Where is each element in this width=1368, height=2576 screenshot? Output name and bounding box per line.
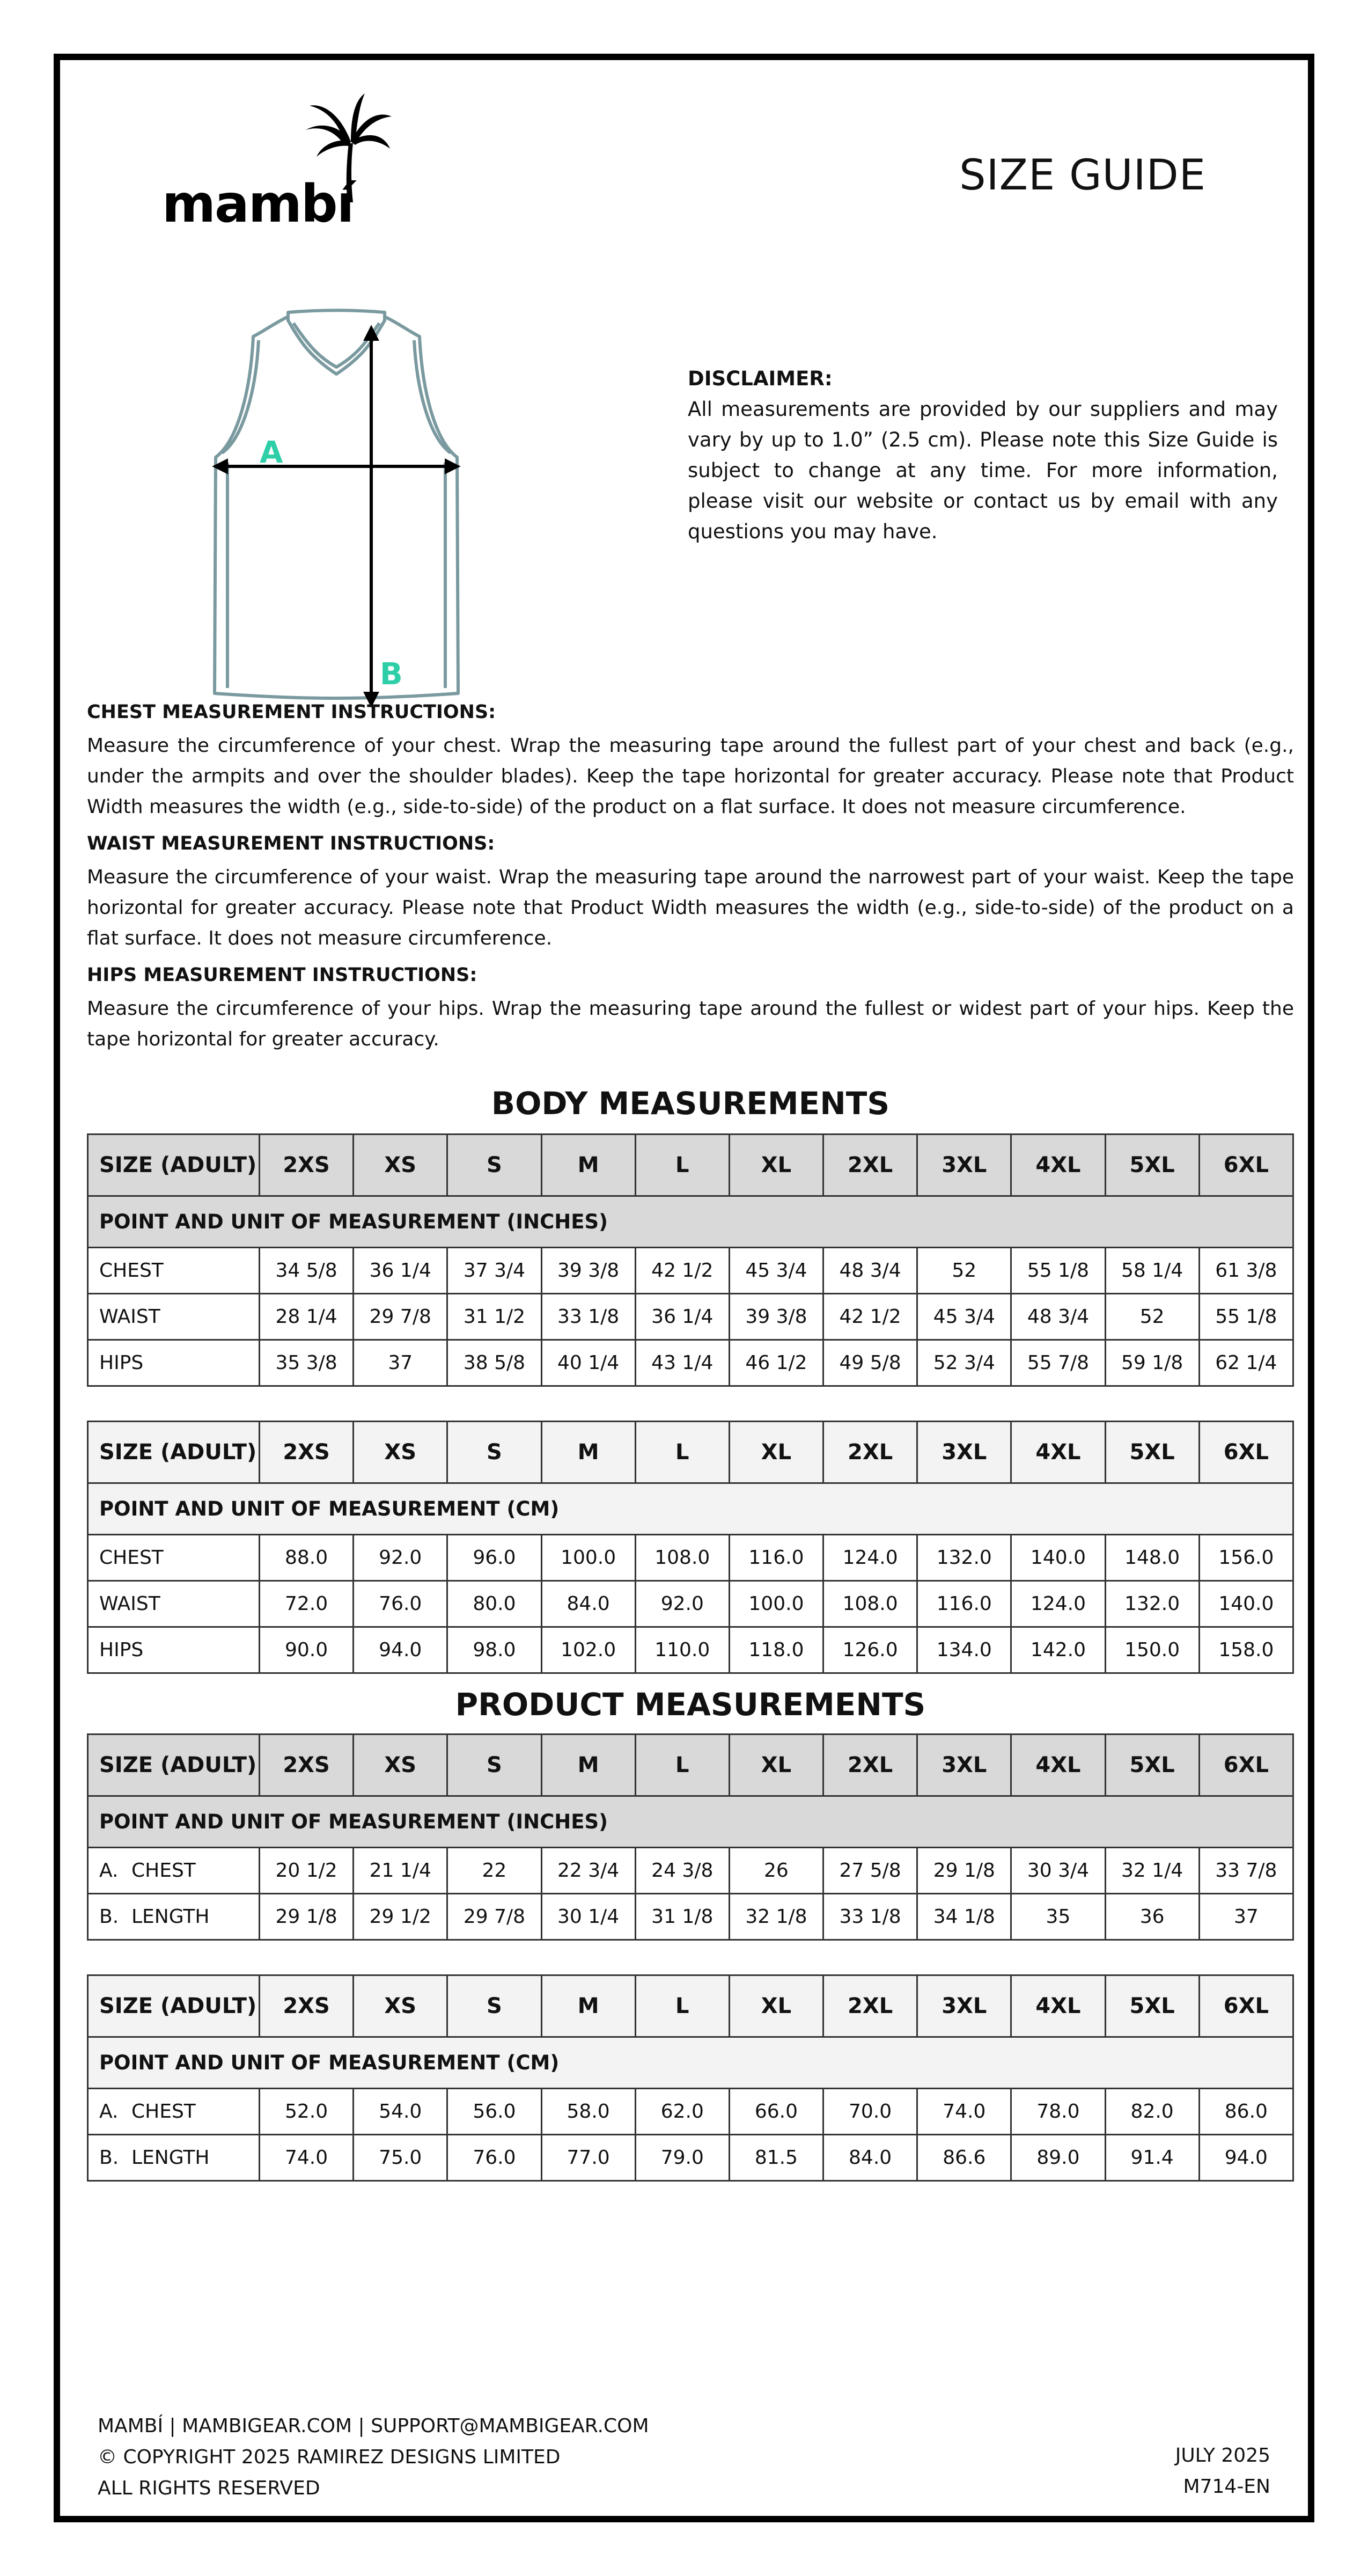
size-column-header: 5XL (1105, 1975, 1199, 2037)
size-column-header: 4XL (1011, 1135, 1105, 1196)
size-column-header: 5XL (1105, 1422, 1199, 1483)
instruction-heading: CHEST MEASUREMENT INSTRUCTIONS: (87, 701, 496, 723)
measurement-value: 84.0 (541, 1581, 635, 1627)
size-header-row (88, 1135, 1293, 1196)
unit-row (88, 2037, 1293, 2089)
measurement-value: 33 1/8 (541, 1294, 635, 1340)
measurement-value: 142.0 (1011, 1627, 1105, 1673)
measurement-value: 140.0 (1011, 1535, 1105, 1581)
measurement-value: 96.0 (447, 1535, 541, 1581)
size-column-header: 2XL (823, 1735, 917, 1796)
measurement-value: 35 (1011, 1894, 1105, 1940)
measurement-name: WAIST (99, 1306, 160, 1328)
unit-row (88, 1796, 1293, 1848)
footer-copyright: © COPYRIGHT 2025 RAMIREZ DESIGNS LIMITED (98, 2446, 561, 2468)
size-column-header: M (541, 1975, 635, 2037)
measurement-value: 33 7/8 (1199, 1848, 1293, 1894)
measurement-value: 118.0 (729, 1627, 823, 1673)
measurement-label (88, 2089, 260, 2135)
measurement-value: 82.0 (1105, 2089, 1199, 2135)
size-column-header: M (541, 1422, 635, 1483)
measurement-value: 32 1/8 (729, 1894, 823, 1940)
measurement-value: 32 1/4 (1105, 1848, 1199, 1894)
measurement-name: CHEST (131, 2101, 196, 2123)
measurement-value: 70.0 (823, 2089, 917, 2135)
measurement-value: 62.0 (635, 2089, 729, 2135)
measurement-value: 22 3/4 (541, 1848, 635, 1894)
measurement-value: 29 7/8 (354, 1294, 447, 1340)
measurement-value: 72.0 (260, 1581, 354, 1627)
measurement-value: 38 5/8 (447, 1340, 541, 1386)
measurement-value: 59 1/8 (1105, 1340, 1199, 1386)
measurement-value: 29 7/8 (447, 1894, 541, 1940)
measurement-value: 52 (1105, 1294, 1199, 1340)
table-row (88, 1535, 1293, 1581)
measurement-value: 48 3/4 (1011, 1294, 1105, 1340)
measurement-name: LENGTH (131, 2147, 210, 2169)
size-column-header: 6XL (1199, 1735, 1293, 1796)
measurement-value: 33 1/8 (823, 1894, 917, 1940)
measurement-value: 81.5 (729, 2135, 823, 2181)
size-column-header: 5XL (1105, 1735, 1199, 1796)
size-column-header: XL (729, 1135, 823, 1196)
disclaimer-text: All measurements are provided by our suppliers and may vary by up to 1.0” (2.5 cm). Please note this Size Guide is subject to change at any time. For more information, please visit our website or contact us by email with any questions you may have. (688, 398, 1278, 543)
table-row (88, 1581, 1293, 1627)
measurement-value: 134.0 (917, 1627, 1011, 1673)
measurement-value: 80.0 (447, 1581, 541, 1627)
measurement-value: 20 1/2 (260, 1848, 354, 1894)
measurement-value: 148.0 (1105, 1535, 1199, 1581)
size-header-row (88, 1735, 1293, 1796)
size-column-header: XL (729, 1735, 823, 1796)
measurement-value: 88.0 (260, 1535, 354, 1581)
size-column-header: 3XL (917, 1422, 1011, 1483)
body-measurements-cm-table (87, 1421, 1294, 1674)
size-column-header: 2XL (823, 1422, 917, 1483)
measurement-value: 28 1/4 (260, 1294, 354, 1340)
measurement-value: 55 1/8 (1011, 1248, 1105, 1294)
measurement-value: 36 1/4 (635, 1294, 729, 1340)
measurement-value: 27 5/8 (823, 1848, 917, 1894)
size-column-header: M (541, 1135, 635, 1196)
table-row (88, 2135, 1293, 2181)
footer-info (98, 2411, 649, 2504)
measurement-value: 98.0 (447, 1627, 541, 1673)
measurement-name: CHEST (131, 1860, 196, 1882)
measurement-value: 156.0 (1199, 1535, 1293, 1581)
measurement-value: 74.0 (260, 2135, 354, 2181)
measurement-value: 35 3/8 (260, 1340, 354, 1386)
measurement-value: 40 1/4 (541, 1340, 635, 1386)
size-column-header: XS (354, 1422, 447, 1483)
size-header-label: SIZE (ADULT) (88, 1422, 260, 1483)
size-column-header: S (447, 1975, 541, 2037)
measurement-value: 34 5/8 (260, 1248, 354, 1294)
measurement-value: 55 7/8 (1011, 1340, 1105, 1386)
size-column-header: 2XS (260, 1135, 354, 1196)
measurement-value: 61 3/8 (1199, 1248, 1293, 1294)
hips-instructions (87, 964, 1294, 1055)
measurement-value: 92.0 (635, 1581, 729, 1627)
measurement-value: 102.0 (541, 1627, 635, 1673)
table-row (88, 1294, 1293, 1340)
size-column-header: L (635, 1975, 729, 2037)
table-row (88, 2089, 1293, 2135)
product-measurements-cm-table (87, 1974, 1294, 2182)
measurement-name: HIPS (99, 1352, 144, 1374)
logo-wordmark: mambí (162, 174, 354, 234)
unit-label: POINT AND UNIT OF MEASUREMENT (INCHES) (88, 1796, 1293, 1848)
measurement-value: 37 (354, 1340, 447, 1386)
measurement-value: 45 3/4 (729, 1248, 823, 1294)
measurement-value: 76.0 (447, 2135, 541, 2181)
measurement-value: 108.0 (823, 1581, 917, 1627)
measurement-value: 89.0 (1011, 2135, 1105, 2181)
measurement-value: 45 3/4 (917, 1294, 1011, 1340)
measurement-value: 58.0 (541, 2089, 635, 2135)
measurement-label (88, 1848, 260, 1894)
unit-label: POINT AND UNIT OF MEASUREMENT (INCHES) (88, 1196, 1293, 1248)
measurement-value: 100.0 (729, 1581, 823, 1627)
measurement-value: 100.0 (541, 1535, 635, 1581)
measurement-value: 36 1/4 (354, 1248, 447, 1294)
measurement-value: 150.0 (1105, 1627, 1199, 1673)
disclaimer-heading: DISCLAIMER: (688, 367, 833, 390)
product-measurements-title: PRODUCT MEASUREMENTS (455, 1686, 926, 1723)
measurement-value: 90.0 (260, 1627, 354, 1673)
measurement-value: 42 1/2 (823, 1294, 917, 1340)
table-row (88, 1627, 1293, 1673)
size-header-row (88, 1422, 1293, 1483)
measurement-value: 26 (729, 1848, 823, 1894)
instruction-heading: HIPS MEASUREMENT INSTRUCTIONS: (87, 964, 477, 986)
measurement-name: CHEST (99, 1547, 164, 1569)
table-row (88, 1248, 1293, 1294)
measurement-label (88, 2135, 260, 2181)
diagram-label-b: B (380, 657, 403, 692)
measurement-value: 92.0 (354, 1535, 447, 1581)
measurement-value: 30 3/4 (1011, 1848, 1105, 1894)
table-row (88, 1894, 1293, 1940)
waist-instructions (87, 833, 1294, 954)
measurement-value: 76.0 (354, 1581, 447, 1627)
measurement-value: 75.0 (354, 2135, 447, 2181)
measurement-label (88, 1535, 260, 1581)
instruction-text: Measure the circumference of your hips. Wrap the measuring tape around the fullest or widest part of your hips. Keep the tape horizontal for greater accuracy. (87, 998, 1294, 1050)
size-header-label: SIZE (ADULT) (88, 1975, 260, 2037)
measurement-value: 94.0 (354, 1627, 447, 1673)
measurement-value: 22 (447, 1848, 541, 1894)
measurement-name: CHEST (99, 1260, 164, 1282)
size-column-header: M (541, 1735, 635, 1796)
instruction-text: Measure the circumference of your chest. Wrap the measuring tape around the fullest part of your chest and back (e.g., under the armpits and over the shoulder blades). Keep the tape horizontal for greater accuracy. Please note that Product Width measures the width (e.g., side-to-side) of the product on a flat surface. It does not measure circumference. (87, 735, 1294, 818)
measurement-value: 31 1/8 (635, 1894, 729, 1940)
measurement-value: 77.0 (541, 2135, 635, 2181)
measurement-value: 78.0 (1011, 2089, 1105, 2135)
measurement-value: 74.0 (917, 2089, 1011, 2135)
table-row (88, 1848, 1293, 1894)
size-column-header: L (635, 1135, 729, 1196)
measurement-name: LENGTH (131, 1906, 210, 1928)
measurement-value: 79.0 (635, 2135, 729, 2181)
footer-date: JULY 2025 (1175, 2445, 1270, 2467)
measurement-value: 55 1/8 (1199, 1294, 1293, 1340)
unit-label: POINT AND UNIT OF MEASUREMENT (CM) (88, 2037, 1293, 2089)
measurement-instructions (87, 701, 1294, 1055)
size-column-header: 6XL (1199, 1135, 1293, 1196)
measurement-value: 31 1/2 (447, 1294, 541, 1340)
size-column-header: 6XL (1199, 1422, 1293, 1483)
measurement-value: 116.0 (729, 1535, 823, 1581)
size-column-header: 4XL (1011, 1735, 1105, 1796)
chest-instructions (87, 701, 1294, 822)
measurement-value: 52 3/4 (917, 1340, 1011, 1386)
measurement-value: 132.0 (1105, 1581, 1199, 1627)
measurement-value: 108.0 (635, 1535, 729, 1581)
measurement-point: A. (99, 2101, 119, 2123)
measurement-value: 39 3/8 (541, 1248, 635, 1294)
measurement-value: 124.0 (823, 1535, 917, 1581)
measurement-label (88, 1627, 260, 1673)
disclaimer (688, 363, 1278, 547)
tank-top-diagram (183, 253, 532, 720)
measurement-point: B. (99, 2147, 119, 2169)
footer-doc-code: M714-EN (1183, 2476, 1270, 2498)
size-header-label: SIZE (ADULT) (88, 1135, 260, 1196)
unit-label: POINT AND UNIT OF MEASUREMENT (CM) (88, 1483, 1293, 1535)
measurement-value: 49 5/8 (823, 1340, 917, 1386)
measurement-point: A. (99, 1860, 119, 1882)
measurement-value: 21 1/4 (354, 1848, 447, 1894)
footer-contact: MAMBÍ | MAMBIGEAR.COM | SUPPORT@MAMBIGEAR.COM (98, 2415, 649, 2437)
measurement-point: B. (99, 1906, 119, 1928)
measurement-value: 46 1/2 (729, 1340, 823, 1386)
measurement-value: 158.0 (1199, 1627, 1293, 1673)
measurement-value: 86.0 (1199, 2089, 1293, 2135)
measurement-value: 86.6 (917, 2135, 1011, 2181)
measurement-value: 52 (917, 1248, 1011, 1294)
measurement-value: 37 (1199, 1894, 1293, 1940)
size-column-header: S (447, 1735, 541, 1796)
size-column-header: 3XL (917, 1135, 1011, 1196)
unit-row (88, 1196, 1293, 1248)
size-column-header: 2XS (260, 1975, 354, 2037)
measurement-value: 34 1/8 (917, 1894, 1011, 1940)
measurement-value: 29 1/2 (354, 1894, 447, 1940)
brand-logo (162, 92, 398, 232)
measurement-value: 110.0 (635, 1627, 729, 1673)
size-column-header: 3XL (917, 1735, 1011, 1796)
page-frame (54, 54, 1314, 2522)
measurement-value: 42 1/2 (635, 1248, 729, 1294)
size-column-header: XS (354, 1975, 447, 2037)
measurement-label (88, 1340, 260, 1386)
size-column-header: S (447, 1135, 541, 1196)
size-header-label: SIZE (ADULT) (88, 1735, 260, 1796)
footer-rights: ALL RIGHTS RESERVED (98, 2477, 320, 2499)
unit-row (88, 1483, 1293, 1535)
measurement-value: 39 3/8 (729, 1294, 823, 1340)
measurement-value: 62 1/4 (1199, 1340, 1293, 1386)
size-column-header: 4XL (1011, 1422, 1105, 1483)
size-header-row (88, 1975, 1293, 2037)
measurement-label (88, 1894, 260, 1940)
measurement-name: HIPS (99, 1639, 144, 1661)
diagram-label-a: A (260, 435, 283, 470)
measurement-value: 91.4 (1105, 2135, 1199, 2181)
size-column-header: XL (729, 1422, 823, 1483)
size-column-header: XS (354, 1135, 447, 1196)
measurement-name: WAIST (99, 1593, 160, 1615)
size-column-header: XS (354, 1735, 447, 1796)
size-column-header: 2XL (823, 1975, 917, 2037)
measurement-value: 58 1/4 (1105, 1248, 1199, 1294)
measurement-value: 37 3/4 (447, 1248, 541, 1294)
size-column-header: L (635, 1422, 729, 1483)
body-measurements-inches-table (87, 1133, 1294, 1387)
measurement-label (88, 1294, 260, 1340)
measurement-value: 116.0 (917, 1581, 1011, 1627)
measurement-value: 29 1/8 (260, 1894, 354, 1940)
measurement-label (88, 1248, 260, 1294)
measurement-value: 48 3/4 (823, 1248, 917, 1294)
footer-meta (1175, 2440, 1270, 2502)
size-column-header: 4XL (1011, 1975, 1105, 2037)
measurement-value: 24 3/8 (635, 1848, 729, 1894)
instruction-heading: WAIST MEASUREMENT INSTRUCTIONS: (87, 833, 495, 854)
measurement-label (88, 1581, 260, 1627)
body-measurements-title: BODY MEASUREMENTS (491, 1085, 890, 1122)
size-column-header: XL (729, 1975, 823, 2037)
measurement-value: 132.0 (917, 1535, 1011, 1581)
measurement-value: 30 1/4 (541, 1894, 635, 1940)
instruction-text: Measure the circumference of your waist. Wrap the measuring tape around the narrowest part of your waist. Keep the tape horizontal for greater accuracy. Please note that Product Width measures the width (e.g., side-to-side) of the product on a flat surface. It does not measure circumference. (87, 866, 1294, 949)
page-title: SIZE GUIDE (959, 151, 1206, 200)
measurement-value: 124.0 (1011, 1581, 1105, 1627)
measurement-value: 43 1/4 (635, 1340, 729, 1386)
size-column-header: S (447, 1422, 541, 1483)
measurement-value: 126.0 (823, 1627, 917, 1673)
size-column-header: 6XL (1199, 1975, 1293, 2037)
measurement-value: 66.0 (729, 2089, 823, 2135)
size-column-header: L (635, 1735, 729, 1796)
measurement-value: 52.0 (260, 2089, 354, 2135)
size-column-header: 5XL (1105, 1135, 1199, 1196)
size-column-header: 2XS (260, 1422, 354, 1483)
measurement-value: 140.0 (1199, 1581, 1293, 1627)
measurement-value: 84.0 (823, 2135, 917, 2181)
measurement-value: 56.0 (447, 2089, 541, 2135)
table-row (88, 1340, 1293, 1386)
size-column-header: 2XL (823, 1135, 917, 1196)
measurement-value: 36 (1105, 1894, 1199, 1940)
size-column-header: 3XL (917, 1975, 1011, 2037)
measurement-value: 94.0 (1199, 2135, 1293, 2181)
measurement-value: 54.0 (354, 2089, 447, 2135)
product-measurements-inches-table (87, 1733, 1294, 1941)
size-column-header: 2XS (260, 1735, 354, 1796)
measurement-value: 29 1/8 (917, 1848, 1011, 1894)
